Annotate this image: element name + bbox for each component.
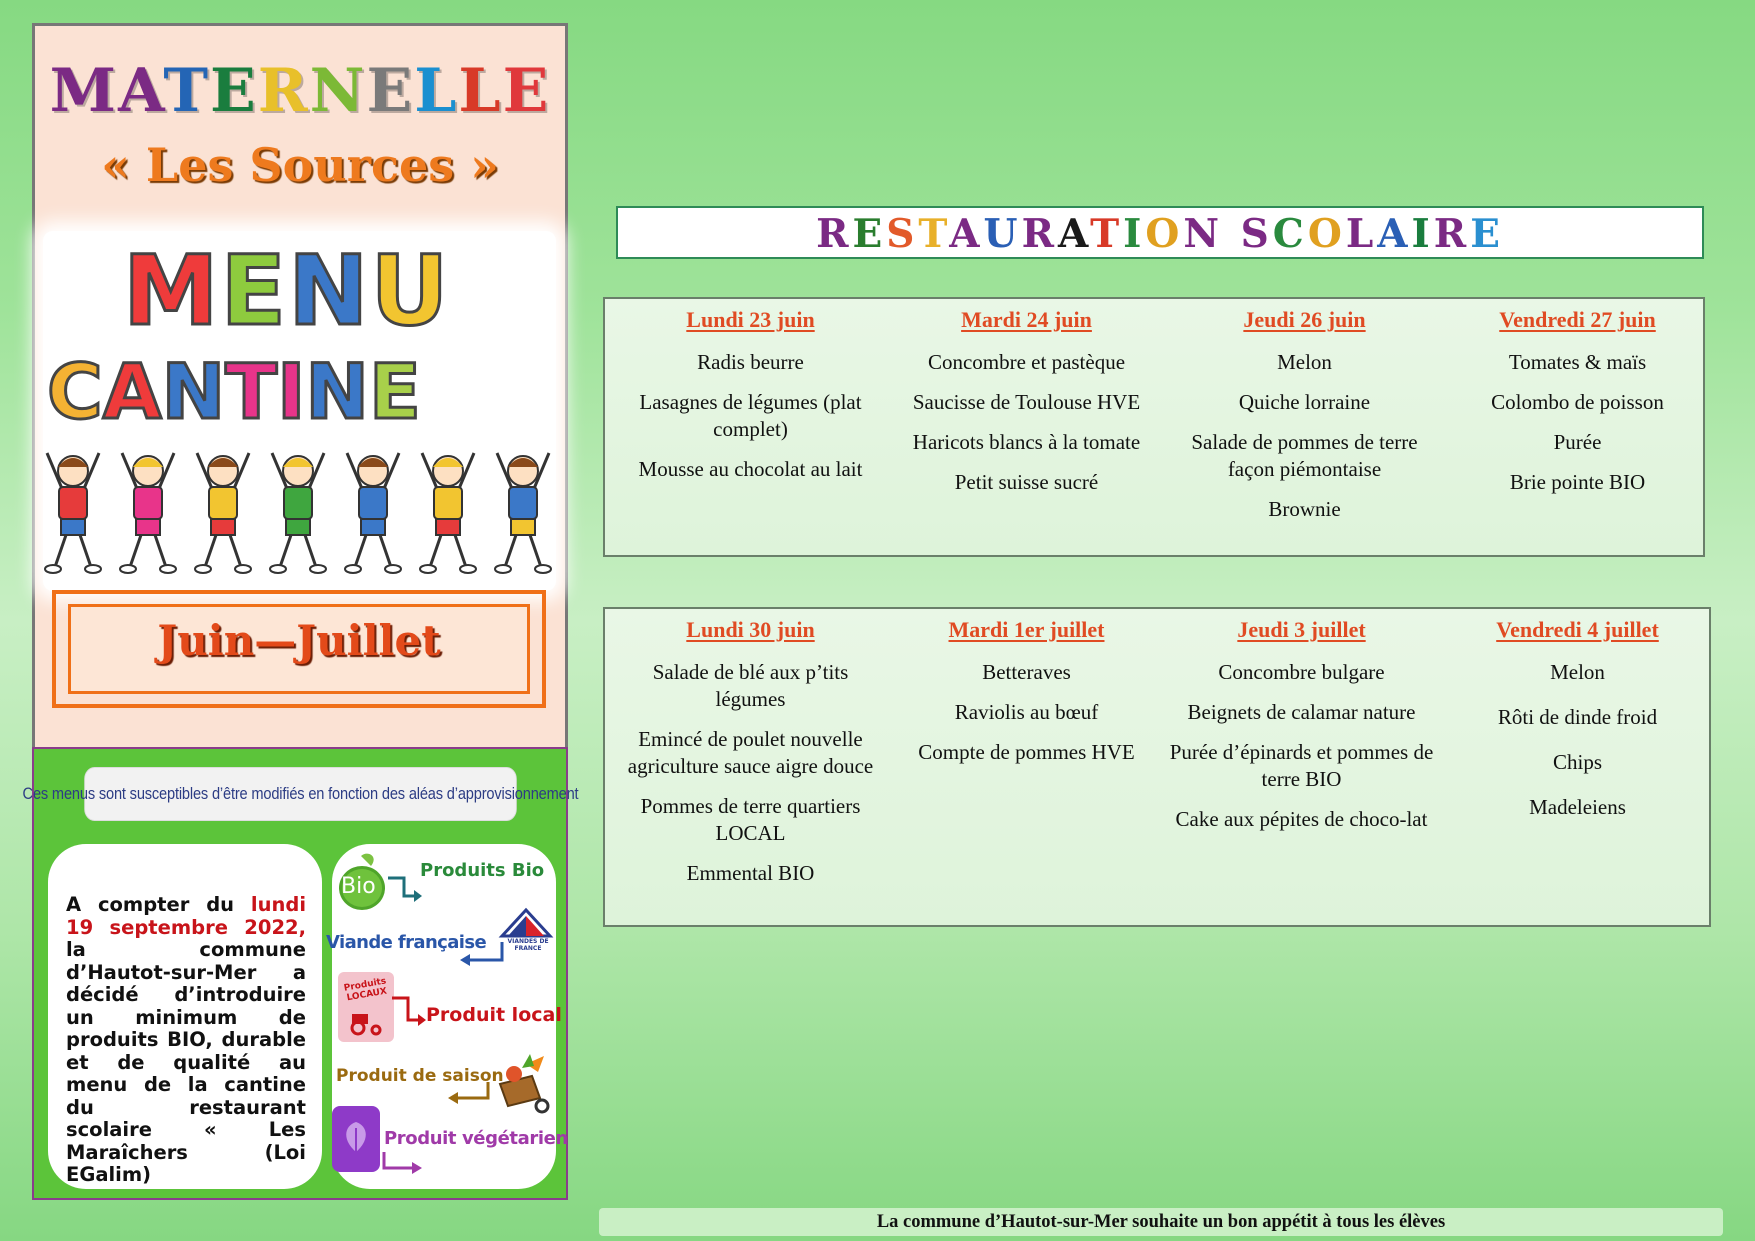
child-figure [495, 453, 551, 573]
day-column [613, 609, 888, 887]
child-figure [420, 453, 476, 573]
egalim-date: lundi 19 septembre 2022, [66, 893, 306, 939]
school-title-letter: R [257, 56, 310, 126]
title-letter: I [1411, 211, 1434, 257]
egalim-statement [48, 844, 322, 1189]
dish-item: Madeleiens [1529, 795, 1626, 819]
period-frame [52, 590, 546, 708]
dish-item: Purée d’épinards et pommes de terre BIO [1169, 740, 1434, 791]
title-letter: C [1272, 211, 1308, 257]
title-letter: S [1240, 211, 1273, 257]
dish-item: Salade de pommes de terre façon piémontaise [1191, 430, 1418, 481]
school-title-letter: E [210, 56, 258, 126]
dish-item: Raviolis au bœuf [954, 700, 1099, 724]
day-column [1440, 299, 1715, 496]
dish-item: Haricots blancs à la tomate [912, 430, 1141, 454]
vegetarien-icon [332, 1106, 380, 1172]
day-heading: Vendredi 4 juillet [1496, 617, 1659, 642]
egalim-text: la commune d’Hautot-sur-Mer a décidé d’introduire un minimum de produits BIO, durable et de qualité au menu de la cantine du restaurant scolaire « Les Maraîchers (Loi EGalim) [66, 938, 306, 1186]
title-letter: A [949, 211, 984, 257]
school-title-letter: N [309, 56, 367, 126]
title-letter: T [1090, 211, 1124, 257]
title-letter: O [1307, 211, 1346, 257]
dish-item: Petit suisse sucré [954, 470, 1099, 494]
day-column [889, 299, 1164, 496]
dish-item: Brownie [1268, 497, 1341, 521]
title-letter [1223, 211, 1241, 257]
dish-item: Emincé de poulet nouvelle agriculture sauce aigre douce [627, 727, 874, 778]
cantine-letter: I [277, 347, 306, 436]
child-figure [195, 453, 251, 573]
bio-label: Produits Bio [420, 860, 545, 881]
cantine-letter: A [102, 347, 162, 436]
title-letter: U [983, 211, 1022, 257]
saison-label: Produit de saison [336, 1066, 504, 1086]
menu-cantine-illustration [43, 231, 556, 591]
local-arrow-icon [390, 994, 430, 1028]
title-letter: A [1377, 211, 1412, 257]
dish-item: Betteraves [982, 660, 1071, 684]
vegetarien-arrow-icon [380, 1150, 430, 1180]
day-heading: Jeudi 3 juillet [1237, 617, 1366, 642]
dish-item: Mousse au chocolat au lait [638, 457, 863, 481]
dish-item: Compte de pommes HVE [918, 740, 1135, 764]
cantine-word-art [47, 347, 421, 436]
dish-item: Saucisse de Toulouse HVE [912, 390, 1141, 414]
title-letter: T [918, 211, 950, 257]
children-illustration [43, 431, 556, 581]
dish-item: Melon [1550, 660, 1605, 684]
week-1-menu [603, 297, 1705, 557]
dish-item: Salade de blé aux p’tits légumes [652, 660, 849, 711]
cantine-letter: T [225, 347, 278, 436]
title-letter: R [1021, 211, 1058, 257]
dish-item: Rôti de dinde froid [1497, 705, 1658, 729]
title-letter: S [886, 211, 919, 257]
viande-label: Viande française [326, 932, 487, 953]
menu-letter: U [370, 235, 449, 347]
cantine-letter: N [305, 347, 369, 436]
menu-letter: M [123, 235, 219, 347]
page-title [616, 206, 1704, 259]
menu-letter: E [220, 235, 287, 347]
school-title-letter: A [118, 56, 164, 126]
dish-item: Cake aux pépites de choco-lat [1175, 807, 1428, 831]
dish-item: Lasagnes de légumes (plat complet) [639, 390, 862, 441]
child-figure [45, 453, 101, 573]
left-panel-header [32, 23, 568, 748]
dish-item: Melon [1277, 350, 1332, 374]
school-title-letter: M [49, 56, 119, 126]
title-letter: I [1123, 211, 1146, 257]
school-title-letter: E [502, 56, 551, 126]
dish-item: Concombre et pastèque [927, 350, 1126, 374]
bio-icon [337, 852, 387, 912]
vegetarien-label: Produit végétarien [384, 1128, 568, 1149]
title-letter: E [1470, 211, 1504, 257]
child-figure [270, 453, 326, 573]
day-heading: Mardi 1er juillet [948, 617, 1105, 642]
school-title-letter: L [414, 56, 459, 126]
title-letter: R [1433, 211, 1471, 257]
day-heading: Lundi 23 juin [686, 307, 815, 332]
school-title-letter: E [366, 56, 415, 126]
dish-item: Emmental BIO [686, 861, 815, 885]
day-heading: Jeudi 26 juin [1243, 307, 1366, 332]
day-heading: Mardi 24 juin [961, 307, 1092, 332]
title-letter: E [852, 211, 887, 257]
dish-item: Concombre bulgare [1218, 660, 1385, 684]
bio-badge-text: Bio [341, 874, 376, 899]
quality-labels-legend [326, 844, 568, 1189]
day-column [889, 609, 1164, 766]
dish-item: Tomates & maïs [1508, 350, 1647, 374]
cantine-letter: C [47, 347, 103, 436]
title-letter: L [1345, 211, 1378, 257]
dish-item: Brie pointe BIO [1509, 470, 1646, 494]
child-figure [120, 453, 176, 573]
title-letter: N [1183, 211, 1224, 257]
school-type-title [35, 56, 565, 126]
dish-item: Beignets de calamar nature [1187, 700, 1416, 724]
day-heading: Vendredi 27 juin [1499, 307, 1656, 332]
school-name: « Les Sources » [101, 138, 499, 192]
cantine-letter: E [368, 347, 421, 436]
day-heading: Lundi 30 juin [686, 617, 815, 642]
day-column [613, 299, 888, 483]
period-label: Juin—Juillet [157, 616, 441, 665]
title-letter: A [1057, 211, 1091, 257]
title-letter: O [1145, 211, 1184, 257]
left-panel-info [22, 747, 579, 1200]
week-2-menu [603, 607, 1711, 927]
local-badge-text: Produits LOCAUX [343, 976, 388, 1004]
egalim-intro: A compter du [66, 893, 251, 916]
school-title-letter: T [163, 56, 211, 126]
day-column [1440, 609, 1715, 821]
vegetable-basket-icon [492, 1054, 554, 1116]
child-figure [345, 453, 401, 573]
dish-item: Radis beurre [697, 350, 804, 374]
local-label: Produit local [426, 1004, 562, 1026]
dish-item: Quiche lorraine [1238, 390, 1371, 414]
cantine-letter: N [161, 347, 226, 436]
footer-message: La commune d’Hautot-sur-Mer souhaite un bon appétit à tous les élèves [599, 1208, 1723, 1236]
saison-arrow-icon [444, 1080, 494, 1108]
dish-item: Colombo de poisson [1491, 390, 1664, 414]
dish-item: Chips [1552, 750, 1602, 774]
viandes-de-france-icon [498, 906, 554, 964]
title-letter: R [816, 211, 853, 257]
school-title-letter: L [458, 56, 503, 126]
produits-locaux-icon [338, 972, 394, 1042]
viande-badge-text: VIANDES DE FRANCE [507, 938, 549, 952]
menu-word-art [123, 235, 449, 347]
day-column [1167, 299, 1442, 523]
dish-item: Pommes de terre quartiers LOCAL [640, 794, 861, 845]
menu-letter: N [288, 235, 369, 347]
menu-change-notice: Ces menus sont susceptibles d’être modifiés en fonction des aléas d’approvisionnement [84, 767, 517, 821]
dish-item: Purée [1553, 430, 1602, 454]
day-column [1164, 609, 1439, 833]
